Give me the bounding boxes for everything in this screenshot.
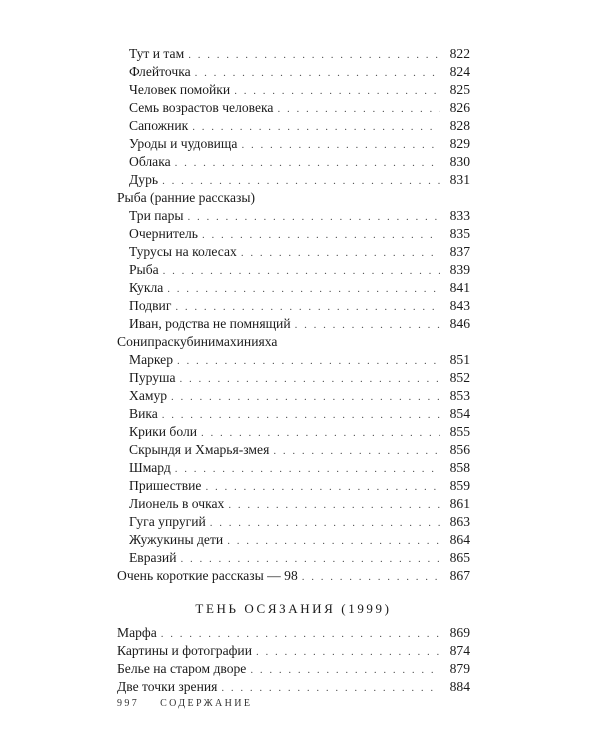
- dot-leader: [210, 514, 440, 532]
- toc-entry[interactable]: [117, 477, 470, 495]
- toc-entry[interactable]: [117, 513, 470, 531]
- dot-leader: [277, 100, 440, 118]
- toc-entry[interactable]: [117, 225, 470, 243]
- toc-entry[interactable]: [117, 387, 470, 405]
- toc-entry-page: 867: [449, 568, 470, 583]
- toc-entry-title: Иван, родства не помнящий: [129, 316, 291, 331]
- toc-entry-page: 835: [449, 226, 470, 241]
- toc-entry-page: 837: [449, 244, 470, 259]
- toc-heading-title: Сонипраскубинимахинияха: [117, 334, 278, 349]
- dot-leader: [302, 568, 440, 586]
- dot-leader: [205, 478, 440, 496]
- toc-entry-page: 858: [449, 460, 470, 475]
- toc-entry[interactable]: [117, 660, 470, 678]
- toc-entry[interactable]: [117, 279, 470, 297]
- toc-entry-page: 831: [449, 172, 470, 187]
- toc-group-heading[interactable]: [117, 333, 470, 351]
- toc-entry[interactable]: [117, 405, 470, 423]
- toc-entry-page: 884: [449, 679, 470, 694]
- toc-entry-title: Крики боли: [129, 424, 198, 439]
- toc-entry[interactable]: [117, 531, 470, 549]
- toc-entry-title: Сапожник: [129, 118, 189, 133]
- dot-leader: [180, 550, 440, 568]
- dot-leader: [167, 280, 440, 298]
- toc-entry-title: Уроды и чудовища: [129, 136, 238, 151]
- toc-entry[interactable]: [117, 351, 470, 369]
- dot-leader: [175, 298, 440, 316]
- section-title: ТЕНЬ ОСЯЗАНИЯ (1999): [195, 601, 392, 616]
- toc-entry-title: Кукла: [129, 280, 164, 295]
- toc-entry-title: Пуруша: [129, 370, 176, 385]
- toc-entry[interactable]: [117, 45, 470, 63]
- toc-entry-title: Марфа: [117, 625, 157, 640]
- toc-entry-title: Флейточка: [129, 64, 191, 79]
- toc-entry-page: 855: [449, 424, 470, 439]
- toc-entry-page: 852: [449, 370, 470, 385]
- toc-group-part1: [117, 45, 470, 189]
- toc-entry-page: 839: [449, 262, 470, 277]
- toc-group-section: [117, 624, 470, 696]
- dot-leader: [162, 406, 440, 424]
- toc-entry-title: Картины и фотографии: [117, 643, 252, 658]
- dot-leader: [295, 316, 440, 334]
- toc-entry-title: Рыба: [129, 262, 159, 277]
- dot-leader: [228, 496, 440, 514]
- dot-leader: [241, 244, 440, 262]
- toc-entry[interactable]: [117, 459, 470, 477]
- running-head: СОДЕРЖАНИЕ: [160, 698, 253, 709]
- toc-entry-title: Пришествие: [129, 478, 202, 493]
- dot-leader: [202, 226, 440, 244]
- dot-leader: [250, 661, 440, 679]
- toc-entry[interactable]: [117, 297, 470, 315]
- toc-entry-title: Две точки зрения: [117, 679, 218, 694]
- dot-leader: [180, 370, 440, 388]
- dot-leader: [177, 352, 440, 370]
- toc-entry[interactable]: [117, 315, 470, 333]
- toc-entry-page: 856: [449, 442, 470, 457]
- dot-leader: [234, 82, 440, 100]
- dot-leader: [221, 679, 440, 697]
- dot-leader: [188, 208, 441, 226]
- toc-entry-short-stories[interactable]: [117, 567, 470, 585]
- dot-leader: [161, 625, 440, 643]
- toc-entry-page: 874: [449, 643, 470, 658]
- toc-entry[interactable]: [117, 135, 470, 153]
- toc-entry-page: 841: [449, 280, 470, 295]
- dot-leader: [175, 460, 440, 478]
- toc-entry[interactable]: [117, 441, 470, 459]
- page-number: 997: [117, 698, 140, 709]
- toc-entry-title: Семь возрастов человека: [129, 100, 274, 115]
- dot-leader: [195, 64, 440, 82]
- toc-entry-page: 864: [449, 532, 470, 547]
- toc-entry-page: 851: [449, 352, 470, 367]
- toc-group-soni: [117, 333, 470, 567]
- toc-entry[interactable]: [117, 243, 470, 261]
- toc-entry-page: 865: [449, 550, 470, 565]
- toc-entry[interactable]: [117, 153, 470, 171]
- dot-leader: [162, 172, 440, 190]
- toc-entry-title: Дурь: [129, 172, 159, 187]
- toc-entry-title: Маркер: [129, 352, 174, 367]
- toc-entry[interactable]: [117, 549, 470, 567]
- toc-entry-page: 854: [449, 406, 470, 421]
- toc-entry-page: 822: [449, 46, 470, 61]
- dot-leader: [241, 136, 440, 154]
- dot-leader: [192, 118, 440, 136]
- toc-entry-page: 830: [449, 154, 470, 169]
- toc-entry-page: 879: [449, 661, 470, 676]
- toc-entry[interactable]: [117, 171, 470, 189]
- dot-leader: [163, 262, 440, 280]
- toc-entry-title: Очень короткие рассказы — 98: [117, 568, 298, 583]
- dot-leader: [201, 424, 440, 442]
- toc-entry-title: Лионель в очках: [129, 496, 225, 511]
- dot-leader: [171, 388, 440, 406]
- toc-entry-page: 826: [449, 100, 470, 115]
- dot-leader: [256, 643, 440, 661]
- toc-entry-title: Человек помойки: [129, 82, 231, 97]
- toc-entry-page: 861: [449, 496, 470, 511]
- table-of-contents: [117, 45, 470, 696]
- toc-entry-page: 828: [449, 118, 470, 133]
- toc-entry-title: Жужукины дети: [129, 532, 224, 547]
- toc-entry[interactable]: [117, 81, 470, 99]
- toc-entry[interactable]: [117, 423, 470, 441]
- toc-entry-title: Белье на старом дворе: [117, 661, 247, 676]
- toc-group-heading[interactable]: [117, 189, 470, 207]
- toc-entry-title: Хамур: [129, 388, 168, 403]
- toc-entry-title: Турусы на колесах: [129, 244, 237, 259]
- toc-entry-title: Гуга упругий: [129, 514, 206, 529]
- toc-entry[interactable]: [117, 678, 470, 696]
- toc-entry-page: 824: [449, 64, 470, 79]
- toc-entry[interactable]: [117, 207, 470, 225]
- toc-heading-title: Рыба (ранние рассказы): [117, 190, 256, 205]
- toc-entry-page: 829: [449, 136, 470, 151]
- toc-entry[interactable]: [117, 369, 470, 387]
- toc-entry[interactable]: [117, 624, 470, 642]
- toc-entry-title: Подвиг: [129, 298, 172, 313]
- toc-entry-title: Облака: [129, 154, 171, 169]
- dot-leader: [273, 442, 440, 460]
- toc-entry-title: Три пары: [129, 208, 184, 223]
- toc-entry-title: Скрындя и Хмарья-змея: [129, 442, 270, 457]
- toc-entry-title: Очернитель: [129, 226, 198, 241]
- toc-entry-page: 846: [449, 316, 470, 331]
- dot-leader: [175, 154, 440, 172]
- toc-entry[interactable]: [117, 117, 470, 135]
- toc-entry-title: Евразий: [129, 550, 177, 565]
- toc-entry-page: 843: [449, 298, 470, 313]
- toc-entry-page: 833: [449, 208, 470, 223]
- toc-entry-page: 859: [449, 478, 470, 493]
- toc-entry[interactable]: [117, 99, 470, 117]
- toc-group-ryba: [117, 189, 470, 333]
- toc-entry-page: 853: [449, 388, 470, 403]
- dot-leader: [188, 46, 440, 64]
- dot-leader: [227, 532, 440, 550]
- toc-entry-title: Тут и там: [129, 46, 185, 61]
- toc-entry-page: 863: [449, 514, 470, 529]
- toc-entry[interactable]: [117, 261, 470, 279]
- toc-entry-page: 869: [449, 625, 470, 640]
- toc-entry[interactable]: [117, 63, 470, 81]
- toc-entry-title: Шмард: [129, 460, 171, 475]
- toc-entry-title: Вика: [129, 406, 158, 421]
- page-footer: [117, 698, 268, 709]
- toc-entry[interactable]: [117, 642, 470, 660]
- toc-entry-page: 825: [449, 82, 470, 97]
- toc-entry[interactable]: [117, 495, 470, 513]
